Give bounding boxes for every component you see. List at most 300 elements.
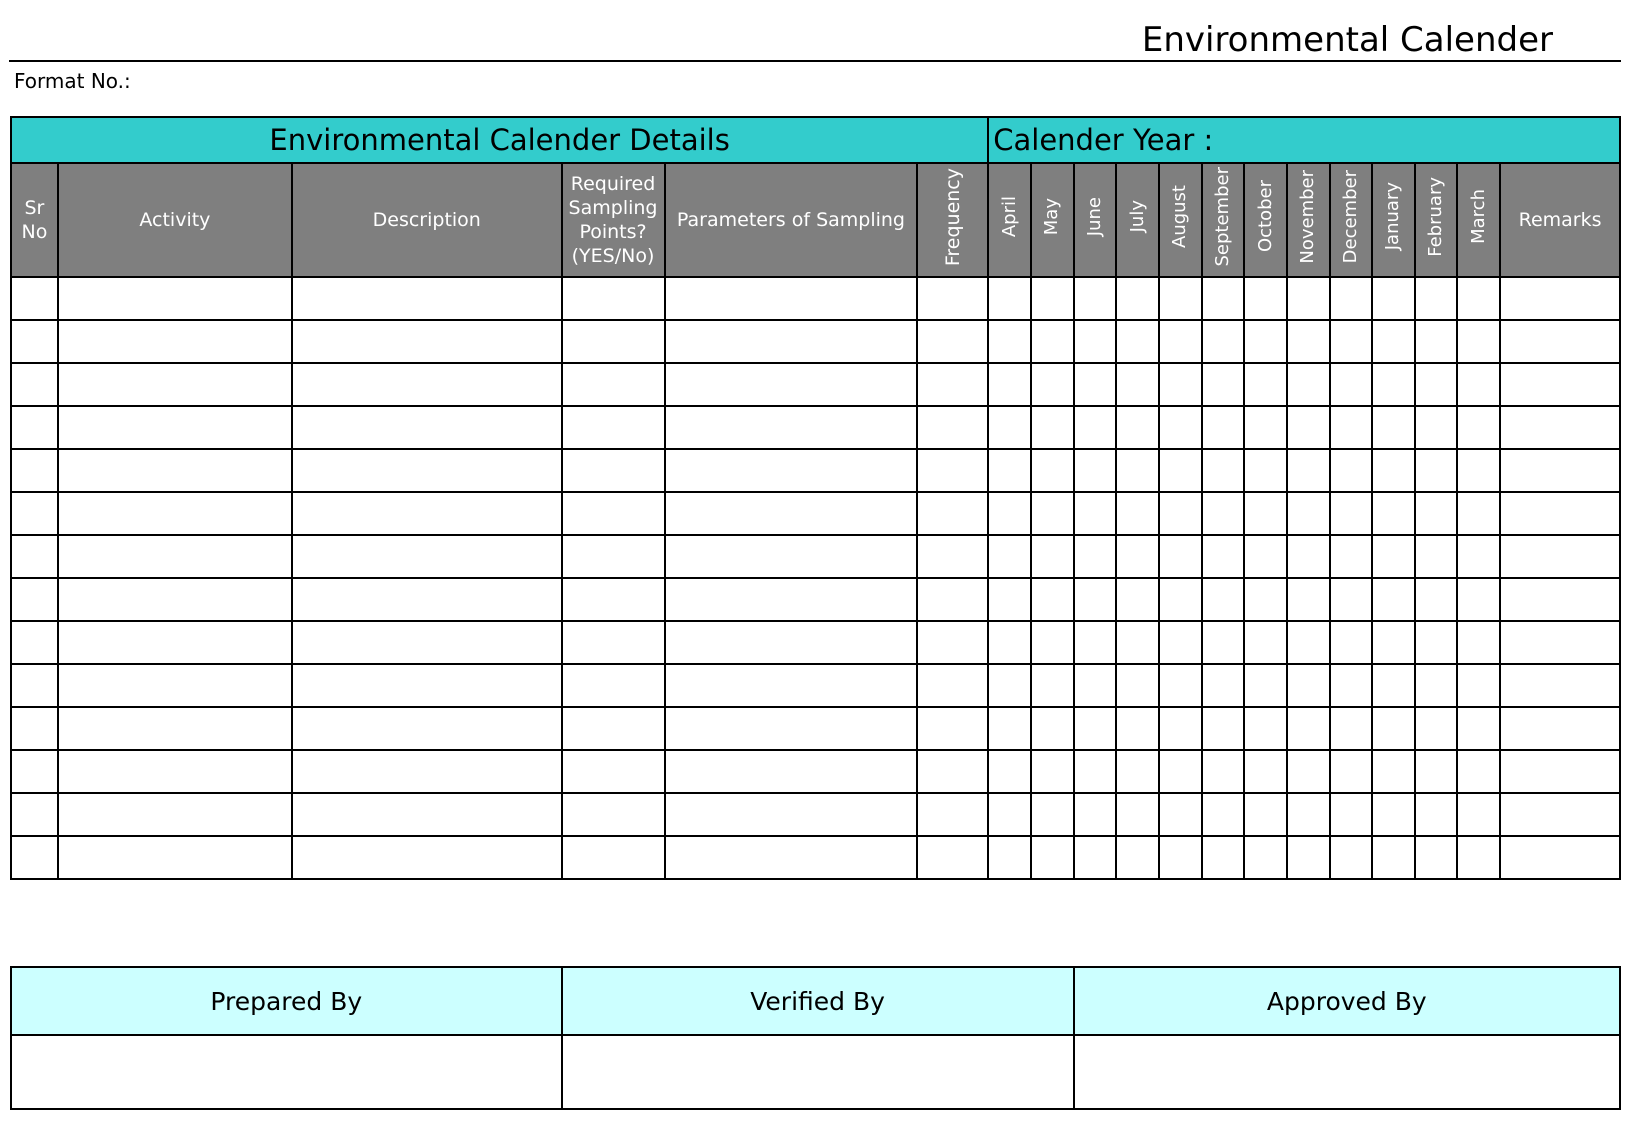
cell-february[interactable]	[1415, 707, 1458, 750]
cell-description[interactable]	[292, 707, 562, 750]
cell-may[interactable]	[1031, 750, 1074, 793]
cell-september[interactable]	[1202, 707, 1245, 750]
col-header-month-october	[1244, 163, 1287, 277]
cell-may[interactable]	[1031, 707, 1074, 750]
cell-description[interactable]	[292, 320, 562, 363]
cell-activity[interactable]	[58, 406, 292, 449]
cell-activity[interactable]	[58, 277, 292, 320]
cell-january[interactable]	[1372, 664, 1415, 707]
cell-june[interactable]	[1074, 793, 1117, 836]
cell-august[interactable]	[1159, 363, 1202, 406]
cell-december[interactable]	[1330, 621, 1373, 664]
cell-january[interactable]	[1372, 707, 1415, 750]
cell-june[interactable]	[1074, 707, 1117, 750]
cell-march[interactable]	[1457, 793, 1500, 836]
approved-by-label: Approved By	[1074, 967, 1620, 1035]
cell-november[interactable]	[1287, 793, 1330, 836]
cell-september[interactable]	[1202, 621, 1245, 664]
cell-september[interactable]	[1202, 535, 1245, 578]
table-row	[11, 707, 1620, 750]
cell-required-sampling[interactable]	[562, 621, 665, 664]
cell-december[interactable]	[1330, 535, 1373, 578]
cell-february[interactable]	[1415, 750, 1458, 793]
cell-march[interactable]	[1457, 707, 1500, 750]
cell-november[interactable]	[1287, 621, 1330, 664]
cell-january[interactable]	[1372, 363, 1415, 406]
cell-june[interactable]	[1074, 578, 1117, 621]
cell-required-sampling[interactable]	[562, 707, 665, 750]
cell-march[interactable]	[1457, 750, 1500, 793]
cell-sr-no[interactable]	[11, 277, 58, 320]
cell-july[interactable]	[1116, 793, 1159, 836]
cell-sr-no[interactable]	[11, 664, 58, 707]
cell-remarks[interactable]	[1500, 406, 1620, 449]
approved-by-cell[interactable]	[1074, 1035, 1620, 1109]
cell-sr-no[interactable]	[11, 750, 58, 793]
cell-march[interactable]	[1457, 535, 1500, 578]
cell-july[interactable]	[1116, 836, 1159, 879]
cell-april[interactable]	[988, 664, 1031, 707]
cell-parameters[interactable]	[665, 449, 918, 492]
cell-june[interactable]	[1074, 406, 1117, 449]
cell-description[interactable]	[292, 535, 562, 578]
cell-november[interactable]	[1287, 277, 1330, 320]
document-title: Environmental Calender	[1141, 20, 1553, 60]
cell-description[interactable]	[292, 449, 562, 492]
cell-march[interactable]	[1457, 492, 1500, 535]
table-row	[11, 664, 1620, 707]
cell-activity[interactable]	[58, 836, 292, 879]
cell-frequency[interactable]	[917, 793, 988, 836]
cell-frequency[interactable]	[917, 578, 988, 621]
verified-by-cell[interactable]	[562, 1035, 1074, 1109]
cell-frequency[interactable]	[917, 406, 988, 449]
cell-sr-no[interactable]	[11, 578, 58, 621]
month-label: May	[1041, 197, 1063, 236]
cell-september[interactable]	[1202, 578, 1245, 621]
cell-september[interactable]	[1202, 277, 1245, 320]
cell-description[interactable]	[292, 578, 562, 621]
cell-february[interactable]	[1415, 621, 1458, 664]
cell-description[interactable]	[292, 492, 562, 535]
cell-sr-no[interactable]	[11, 492, 58, 535]
cell-june[interactable]	[1074, 664, 1117, 707]
cell-august[interactable]	[1159, 535, 1202, 578]
cell-frequency[interactable]	[917, 664, 988, 707]
cell-january[interactable]	[1372, 836, 1415, 879]
month-label: April	[998, 195, 1020, 238]
cell-january[interactable]	[1372, 449, 1415, 492]
cell-december[interactable]	[1330, 363, 1373, 406]
cell-november[interactable]	[1287, 836, 1330, 879]
cell-june[interactable]	[1074, 449, 1117, 492]
cell-april[interactable]	[988, 836, 1031, 879]
cell-parameters[interactable]	[665, 277, 918, 320]
table-row	[11, 793, 1620, 836]
cell-may[interactable]	[1031, 277, 1074, 320]
cell-october[interactable]	[1244, 836, 1287, 879]
cell-required-sampling[interactable]	[562, 320, 665, 363]
cell-required-sampling[interactable]	[562, 277, 665, 320]
cell-activity[interactable]	[58, 449, 292, 492]
cell-required-sampling[interactable]	[562, 492, 665, 535]
cell-required-sampling[interactable]	[562, 363, 665, 406]
cell-september[interactable]	[1202, 836, 1245, 879]
cell-april[interactable]	[988, 750, 1031, 793]
cell-april[interactable]	[988, 363, 1031, 406]
cell-june[interactable]	[1074, 836, 1117, 879]
cell-activity[interactable]	[58, 621, 292, 664]
cell-sr-no[interactable]	[11, 836, 58, 879]
cell-march[interactable]	[1457, 621, 1500, 664]
cell-activity[interactable]	[58, 492, 292, 535]
cell-remarks[interactable]	[1500, 535, 1620, 578]
month-label: January	[1382, 182, 1404, 251]
cell-january[interactable]	[1372, 406, 1415, 449]
cell-description[interactable]	[292, 363, 562, 406]
cell-february[interactable]	[1415, 793, 1458, 836]
cell-parameters[interactable]	[665, 492, 918, 535]
table-row	[11, 535, 1620, 578]
cell-april[interactable]	[988, 621, 1031, 664]
month-label: March	[1467, 189, 1489, 244]
cell-may[interactable]	[1031, 578, 1074, 621]
cell-december[interactable]	[1330, 750, 1373, 793]
cell-november[interactable]	[1287, 449, 1330, 492]
cell-activity[interactable]	[58, 320, 292, 363]
cell-remarks[interactable]	[1500, 621, 1620, 664]
cell-august[interactable]	[1159, 320, 1202, 363]
cell-july[interactable]	[1116, 578, 1159, 621]
cell-july[interactable]	[1116, 449, 1159, 492]
cell-november[interactable]	[1287, 406, 1330, 449]
cell-october[interactable]	[1244, 406, 1287, 449]
cell-march[interactable]	[1457, 406, 1500, 449]
cell-august[interactable]	[1159, 836, 1202, 879]
cell-description[interactable]	[292, 621, 562, 664]
column-header-row	[11, 163, 1620, 277]
cell-july[interactable]	[1116, 492, 1159, 535]
cell-january[interactable]	[1372, 793, 1415, 836]
cell-parameters[interactable]	[665, 320, 918, 363]
cell-parameters[interactable]	[665, 793, 918, 836]
cell-required-sampling[interactable]	[562, 535, 665, 578]
cell-june[interactable]	[1074, 535, 1117, 578]
cell-january[interactable]	[1372, 320, 1415, 363]
cell-january[interactable]	[1372, 578, 1415, 621]
cell-parameters[interactable]	[665, 621, 918, 664]
cell-march[interactable]	[1457, 449, 1500, 492]
cell-activity[interactable]	[58, 707, 292, 750]
cell-remarks[interactable]	[1500, 836, 1620, 879]
prepared-by-cell[interactable]	[11, 1035, 562, 1109]
cell-october[interactable]	[1244, 449, 1287, 492]
cell-may[interactable]	[1031, 535, 1074, 578]
cell-sr-no[interactable]	[11, 707, 58, 750]
cell-activity[interactable]	[58, 535, 292, 578]
month-label: June	[1083, 196, 1105, 237]
month-label: November	[1297, 169, 1319, 264]
cell-frequency[interactable]	[917, 277, 988, 320]
cell-october[interactable]	[1244, 535, 1287, 578]
cell-april[interactable]	[988, 492, 1031, 535]
cell-march[interactable]	[1457, 664, 1500, 707]
cell-may[interactable]	[1031, 793, 1074, 836]
cell-parameters[interactable]	[665, 578, 918, 621]
cell-parameters[interactable]	[665, 535, 918, 578]
cell-required-sampling[interactable]	[562, 449, 665, 492]
prepared-by-label: Prepared By	[11, 967, 562, 1035]
cell-june[interactable]	[1074, 621, 1117, 664]
cell-parameters[interactable]	[665, 750, 918, 793]
cell-august[interactable]	[1159, 492, 1202, 535]
cell-february[interactable]	[1415, 277, 1458, 320]
cell-january[interactable]	[1372, 492, 1415, 535]
cell-october[interactable]	[1244, 320, 1287, 363]
cell-description[interactable]	[292, 836, 562, 879]
cell-remarks[interactable]	[1500, 320, 1620, 363]
cell-remarks[interactable]	[1500, 750, 1620, 793]
cell-october[interactable]	[1244, 492, 1287, 535]
cell-february[interactable]	[1415, 363, 1458, 406]
cell-june[interactable]	[1074, 492, 1117, 535]
cell-april[interactable]	[988, 449, 1031, 492]
cell-february[interactable]	[1415, 535, 1458, 578]
cell-july[interactable]	[1116, 621, 1159, 664]
cell-july[interactable]	[1116, 277, 1159, 320]
cell-activity[interactable]	[58, 793, 292, 836]
cell-required-sampling[interactable]	[562, 793, 665, 836]
cell-august[interactable]	[1159, 578, 1202, 621]
cell-march[interactable]	[1457, 836, 1500, 879]
cell-july[interactable]	[1116, 707, 1159, 750]
cell-june[interactable]	[1074, 320, 1117, 363]
cell-september[interactable]	[1202, 449, 1245, 492]
cell-activity[interactable]	[58, 363, 292, 406]
table-row	[11, 836, 1620, 879]
cell-february[interactable]	[1415, 664, 1458, 707]
cell-january[interactable]	[1372, 535, 1415, 578]
cell-description[interactable]	[292, 664, 562, 707]
cell-activity[interactable]	[58, 578, 292, 621]
col-header-month-august	[1159, 163, 1202, 277]
cell-frequency[interactable]	[917, 320, 988, 363]
month-label: July	[1126, 200, 1148, 233]
table-row	[11, 406, 1620, 449]
cell-february[interactable]	[1415, 578, 1458, 621]
cell-april[interactable]	[988, 707, 1031, 750]
cell-frequency[interactable]	[917, 449, 988, 492]
cell-sr-no[interactable]	[11, 320, 58, 363]
cell-october[interactable]	[1244, 363, 1287, 406]
cell-august[interactable]	[1159, 406, 1202, 449]
cell-may[interactable]	[1031, 621, 1074, 664]
cell-august[interactable]	[1159, 277, 1202, 320]
cell-october[interactable]	[1244, 750, 1287, 793]
cell-october[interactable]	[1244, 621, 1287, 664]
cell-january[interactable]	[1372, 277, 1415, 320]
cell-july[interactable]	[1116, 664, 1159, 707]
cell-august[interactable]	[1159, 449, 1202, 492]
cell-may[interactable]	[1031, 664, 1074, 707]
cell-september[interactable]	[1202, 750, 1245, 793]
cell-activity[interactable]	[58, 750, 292, 793]
cell-may[interactable]	[1031, 363, 1074, 406]
cell-november[interactable]	[1287, 492, 1330, 535]
cell-sr-no[interactable]	[11, 621, 58, 664]
cell-november[interactable]	[1287, 707, 1330, 750]
cell-june[interactable]	[1074, 277, 1117, 320]
col-header-month-january	[1372, 163, 1415, 277]
cell-required-sampling[interactable]	[562, 664, 665, 707]
cell-december[interactable]	[1330, 406, 1373, 449]
cell-required-sampling[interactable]	[562, 406, 665, 449]
cell-november[interactable]	[1287, 535, 1330, 578]
cell-september[interactable]	[1202, 793, 1245, 836]
cell-october[interactable]	[1244, 664, 1287, 707]
col-header-frequency	[917, 163, 988, 277]
cell-june[interactable]	[1074, 363, 1117, 406]
cell-august[interactable]	[1159, 750, 1202, 793]
cell-march[interactable]	[1457, 578, 1500, 621]
cell-may[interactable]	[1031, 492, 1074, 535]
cell-required-sampling[interactable]	[562, 836, 665, 879]
cell-august[interactable]	[1159, 664, 1202, 707]
cell-july[interactable]	[1116, 750, 1159, 793]
signature-table	[10, 966, 1621, 1110]
month-label: February	[1425, 176, 1447, 257]
col-header-required-sampling-points: Required Sampling Points? (YES/No)	[562, 163, 665, 277]
cell-november[interactable]	[1287, 664, 1330, 707]
cell-required-sampling[interactable]	[562, 750, 665, 793]
cell-august[interactable]	[1159, 621, 1202, 664]
cell-september[interactable]	[1202, 320, 1245, 363]
cell-july[interactable]	[1116, 363, 1159, 406]
cell-frequency[interactable]	[917, 363, 988, 406]
cell-december[interactable]	[1330, 277, 1373, 320]
cell-description[interactable]	[292, 793, 562, 836]
cell-sr-no[interactable]	[11, 535, 58, 578]
cell-july[interactable]	[1116, 406, 1159, 449]
cell-description[interactable]	[292, 277, 562, 320]
cell-march[interactable]	[1457, 363, 1500, 406]
cell-april[interactable]	[988, 320, 1031, 363]
cell-frequency[interactable]	[917, 492, 988, 535]
cell-may[interactable]	[1031, 449, 1074, 492]
cell-parameters[interactable]	[665, 707, 918, 750]
cell-frequency[interactable]	[917, 836, 988, 879]
cell-february[interactable]	[1415, 449, 1458, 492]
cell-september[interactable]	[1202, 406, 1245, 449]
col-header-activity: Activity	[58, 163, 292, 277]
cell-may[interactable]	[1031, 406, 1074, 449]
cell-frequency[interactable]	[917, 750, 988, 793]
col-header-month-june	[1074, 163, 1117, 277]
cell-sr-no[interactable]	[11, 363, 58, 406]
cell-description[interactable]	[292, 406, 562, 449]
cell-december[interactable]	[1330, 793, 1373, 836]
cell-may[interactable]	[1031, 836, 1074, 879]
cell-frequency[interactable]	[917, 535, 988, 578]
col-header-month-march	[1457, 163, 1500, 277]
cell-april[interactable]	[988, 406, 1031, 449]
table-row	[11, 277, 1620, 320]
cell-november[interactable]	[1287, 363, 1330, 406]
cell-april[interactable]	[988, 277, 1031, 320]
cell-october[interactable]	[1244, 707, 1287, 750]
cell-december[interactable]	[1330, 707, 1373, 750]
cell-activity[interactable]	[58, 664, 292, 707]
cell-december[interactable]	[1330, 836, 1373, 879]
cell-august[interactable]	[1159, 793, 1202, 836]
cell-remarks[interactable]	[1500, 707, 1620, 750]
cell-september[interactable]	[1202, 363, 1245, 406]
cell-required-sampling[interactable]	[562, 578, 665, 621]
cell-may[interactable]	[1031, 320, 1074, 363]
cell-october[interactable]	[1244, 578, 1287, 621]
cell-april[interactable]	[988, 793, 1031, 836]
cell-february[interactable]	[1415, 406, 1458, 449]
cell-january[interactable]	[1372, 621, 1415, 664]
cell-september[interactable]	[1202, 492, 1245, 535]
cell-november[interactable]	[1287, 750, 1330, 793]
cell-remarks[interactable]	[1500, 578, 1620, 621]
cell-description[interactable]	[292, 750, 562, 793]
cell-september[interactable]	[1202, 664, 1245, 707]
cell-july[interactable]	[1116, 535, 1159, 578]
cell-sr-no[interactable]	[11, 793, 58, 836]
cell-remarks[interactable]	[1500, 492, 1620, 535]
cell-march[interactable]	[1457, 277, 1500, 320]
cell-july[interactable]	[1116, 320, 1159, 363]
cell-october[interactable]	[1244, 277, 1287, 320]
cell-june[interactable]	[1074, 750, 1117, 793]
cell-sr-no[interactable]	[11, 406, 58, 449]
cell-february[interactable]	[1415, 320, 1458, 363]
cell-december[interactable]	[1330, 492, 1373, 535]
cell-frequency[interactable]	[917, 707, 988, 750]
cell-november[interactable]	[1287, 578, 1330, 621]
cell-remarks[interactable]	[1500, 449, 1620, 492]
cell-october[interactable]	[1244, 793, 1287, 836]
cell-december[interactable]	[1330, 449, 1373, 492]
cell-november[interactable]	[1287, 320, 1330, 363]
signature-entry-row	[11, 1035, 1620, 1109]
cell-parameters[interactable]	[665, 363, 918, 406]
cell-february[interactable]	[1415, 492, 1458, 535]
cell-april[interactable]	[988, 578, 1031, 621]
cell-december[interactable]	[1330, 664, 1373, 707]
cell-parameters[interactable]	[665, 664, 918, 707]
cell-remarks[interactable]	[1500, 363, 1620, 406]
cell-january[interactable]	[1372, 750, 1415, 793]
cell-frequency[interactable]	[917, 621, 988, 664]
cell-remarks[interactable]	[1500, 664, 1620, 707]
cell-march[interactable]	[1457, 320, 1500, 363]
cell-december[interactable]	[1330, 320, 1373, 363]
table-band-row	[11, 117, 1620, 163]
cell-sr-no[interactable]	[11, 449, 58, 492]
cell-april[interactable]	[988, 535, 1031, 578]
cell-february[interactable]	[1415, 836, 1458, 879]
cell-august[interactable]	[1159, 707, 1202, 750]
col-header-month-december	[1330, 163, 1373, 277]
cell-remarks[interactable]	[1500, 277, 1620, 320]
cell-remarks[interactable]	[1500, 793, 1620, 836]
cell-parameters[interactable]	[665, 836, 918, 879]
cell-parameters[interactable]	[665, 406, 918, 449]
cell-december[interactable]	[1330, 578, 1373, 621]
